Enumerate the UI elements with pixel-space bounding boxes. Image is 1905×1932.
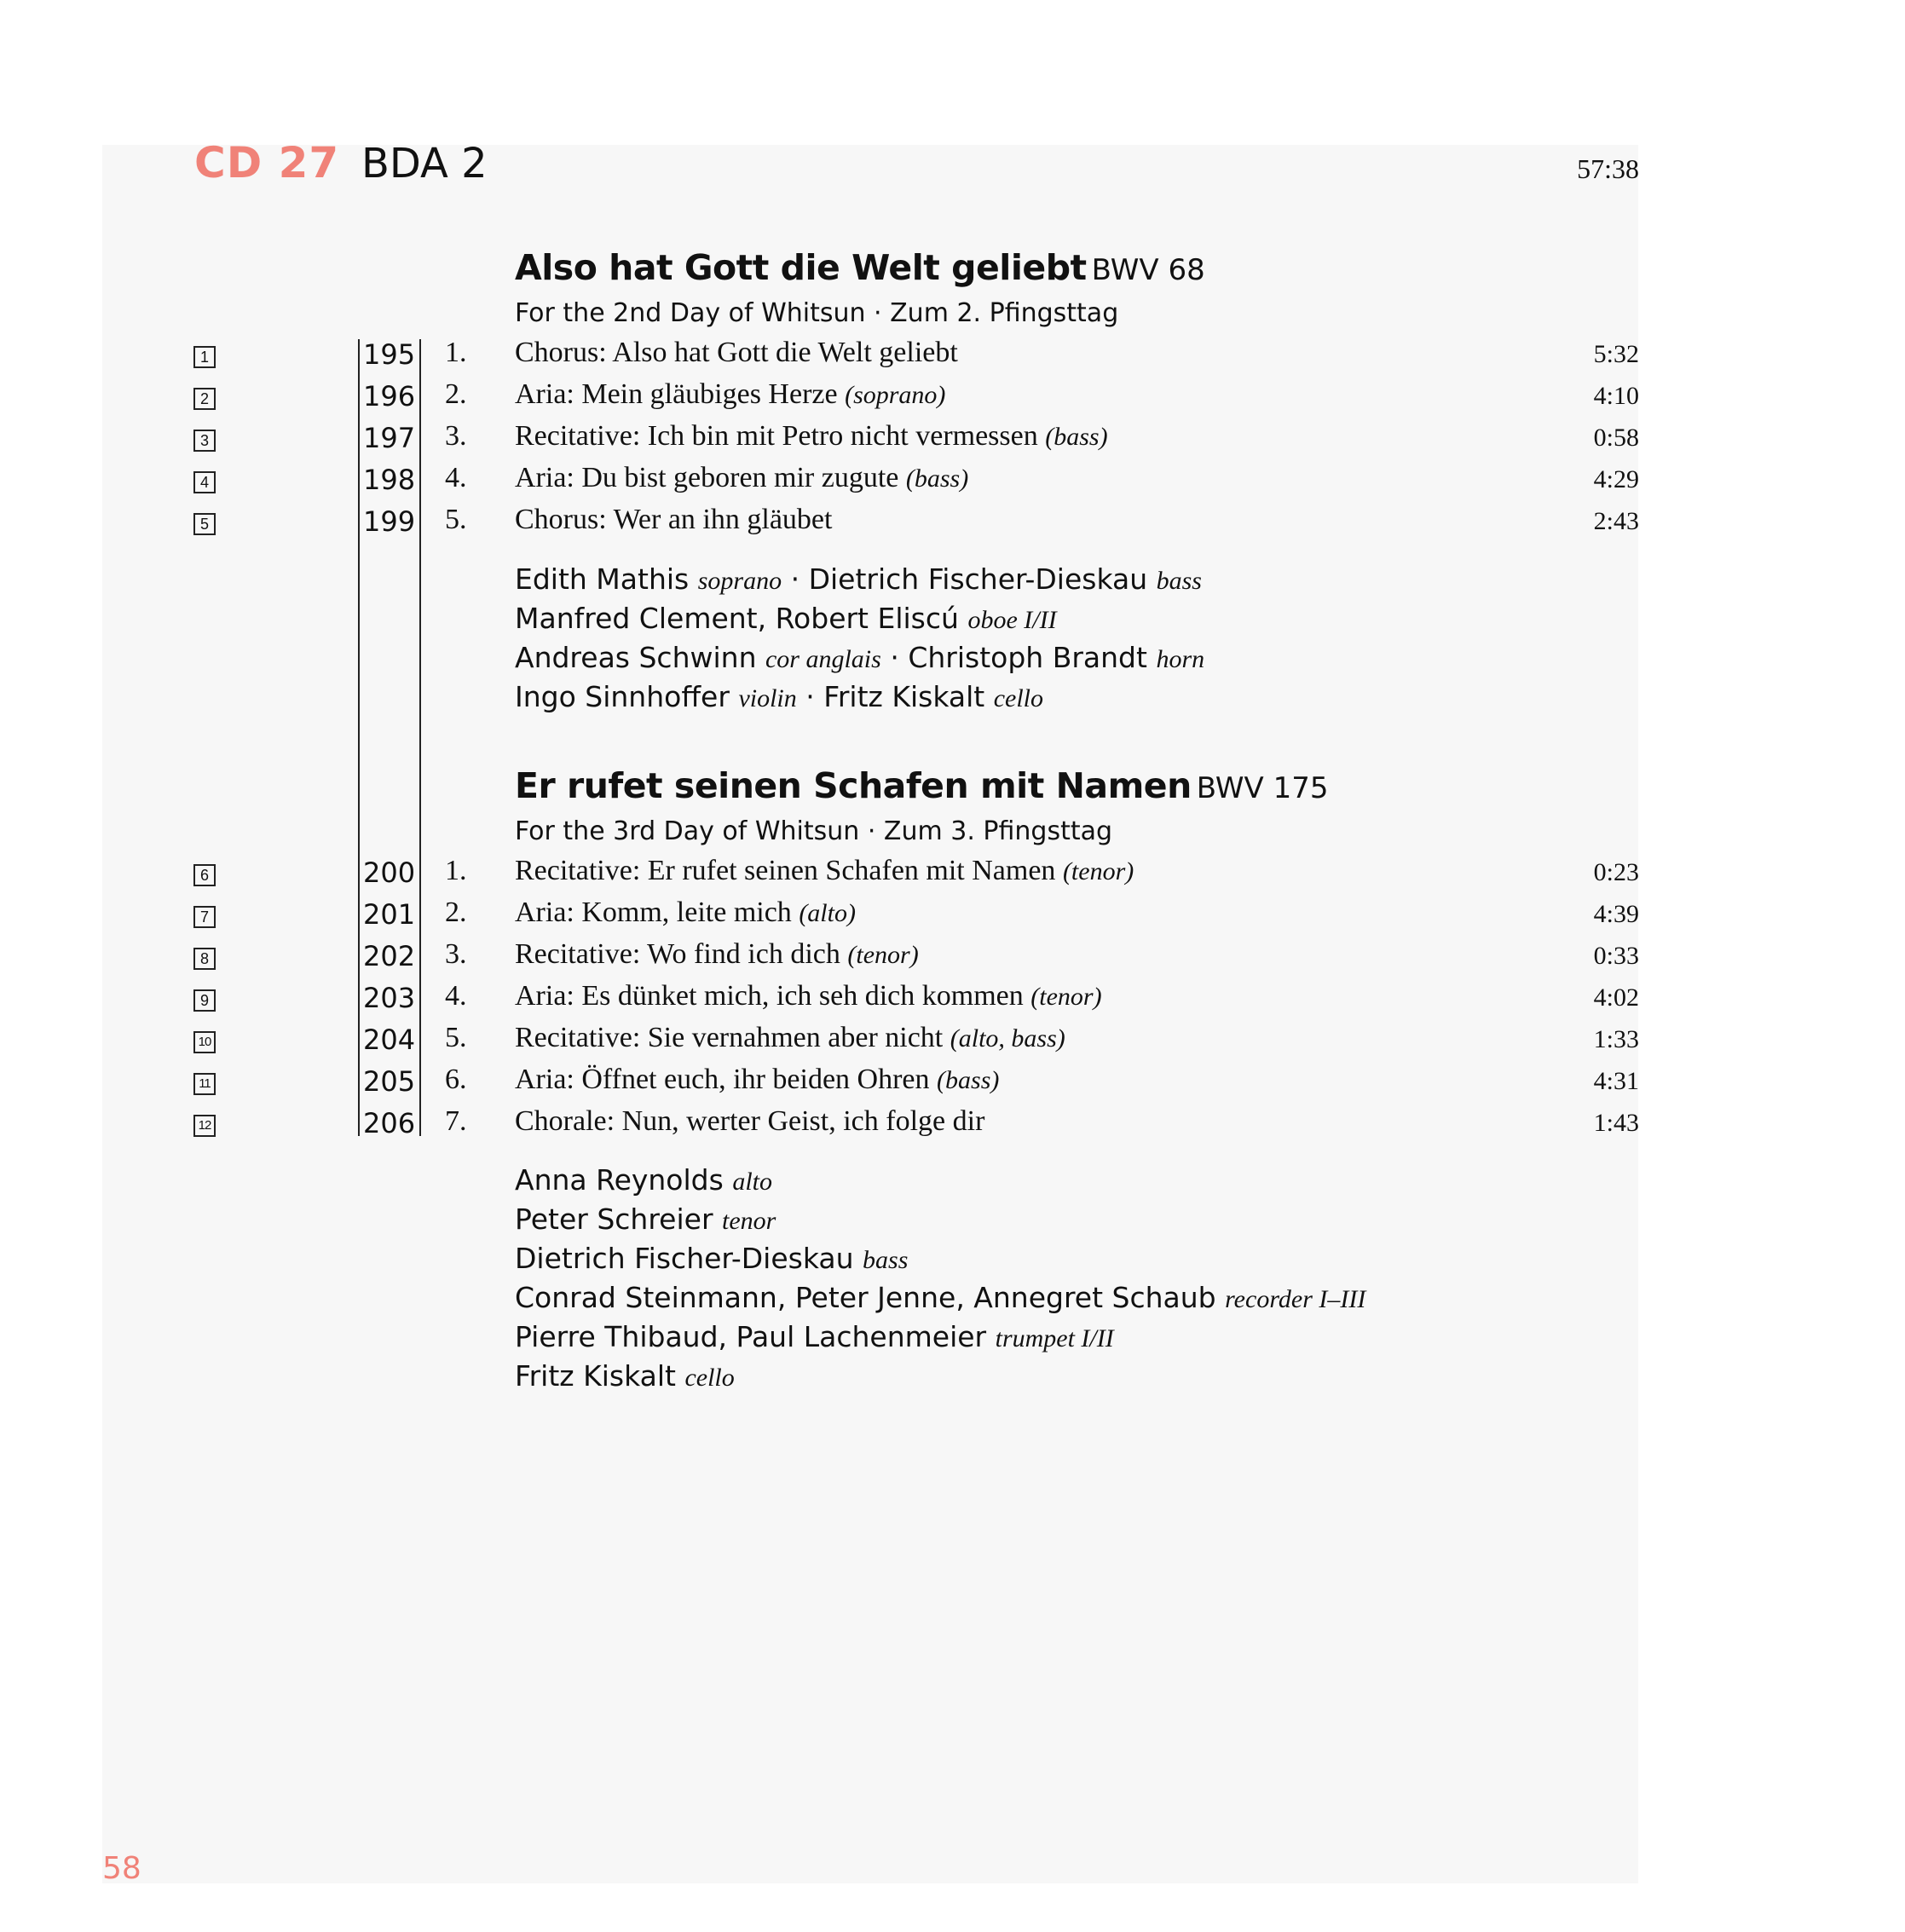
track-number: 201	[363, 898, 416, 931]
performer-line	[515, 1359, 735, 1393]
total-duration: 57:38	[1577, 153, 1639, 184]
movement-title	[515, 378, 945, 411]
movement-title-text: Chorus: Wer an ihn gläubet	[515, 504, 833, 535]
track-index-box: 10	[193, 1031, 216, 1053]
movement-number: 4.	[445, 980, 467, 1012]
track-number: 202	[363, 940, 416, 972]
performer-name: Dietrich Fischer-Dieskau	[808, 562, 1148, 596]
movement-duration: 4:31	[1593, 1067, 1639, 1095]
movement-title	[515, 897, 856, 929]
movement-title-text: Chorus: Also hat Gott die Welt geliebt	[515, 337, 958, 368]
performer-name: Fritz Kiskalt	[515, 1359, 676, 1393]
movement-number: 3.	[445, 938, 467, 970]
performer-role: recorder I–III	[1225, 1285, 1366, 1313]
track-index-box: 11	[193, 1073, 216, 1095]
track-number: 206	[363, 1107, 416, 1139]
performer-role: alto	[732, 1168, 772, 1196]
movement-title-text: Recitative: Sie vernahmen aber nicht	[515, 1022, 944, 1053]
movement-number: 2.	[445, 897, 467, 928]
performer-name: Dietrich Fischer-Dieskau	[515, 1242, 854, 1275]
work-title-text: Er rufet seinen Schafen mit Namen	[515, 765, 1192, 806]
movement-title-text: Recitative: Ich bin mit Petro nicht vermessen	[515, 420, 1038, 452]
movement-title-text: Aria: Du bist geboren mir zugute	[515, 462, 899, 493]
movement-title	[515, 337, 958, 369]
movement-title-text: Aria: Komm, leite mich	[515, 897, 792, 928]
movement-duration: 4:02	[1593, 983, 1639, 1012]
track-number: 198	[363, 464, 416, 496]
movement-duration: 1:33	[1593, 1025, 1639, 1053]
movement-title	[515, 980, 1102, 1012]
bwv-number: BWV 175	[1196, 771, 1329, 805]
movement-number: 3.	[445, 420, 467, 452]
performer-name: Christoph Brandt	[908, 641, 1147, 674]
movement-duration: 0:58	[1593, 424, 1639, 452]
performer-line	[515, 602, 1057, 635]
performer-role: violin	[738, 684, 797, 712]
performer-line	[515, 1202, 776, 1236]
track-number-divider-right	[419, 339, 421, 1136]
performer-name: Peter Schreier	[515, 1202, 713, 1236]
movement-duration: 1:43	[1593, 1109, 1639, 1137]
voice-part: (tenor)	[1030, 983, 1102, 1011]
movement-number: 7.	[445, 1105, 467, 1137]
separator: ·	[790, 562, 800, 596]
track-number: 205	[363, 1065, 416, 1098]
movement-title	[515, 938, 919, 971]
separator: ·	[805, 680, 815, 713]
performer-line	[515, 1242, 908, 1275]
movement-number: 4.	[445, 462, 467, 493]
performer-role: bass	[863, 1246, 909, 1274]
voice-part: (bass)	[937, 1066, 1000, 1094]
track-number: 203	[363, 982, 416, 1014]
work-title	[515, 247, 1205, 288]
movement-title-text: Aria: Öffnet euch, ihr beiden Ohren	[515, 1064, 930, 1095]
movement-title	[515, 855, 1134, 887]
movement-number: 1.	[445, 855, 467, 886]
performer-line	[515, 1320, 1114, 1353]
movement-title-text: Chorale: Nun, werter Geist, ich folge dir	[515, 1105, 985, 1137]
track-index-box: 3	[193, 430, 216, 452]
movement-title	[515, 504, 832, 536]
performer-name: Fritz Kiskalt	[823, 680, 985, 713]
track-index-box: 7	[193, 906, 216, 928]
performer-role: tenor	[722, 1207, 776, 1235]
track-index-box: 4	[193, 471, 216, 493]
voice-part: (tenor)	[1062, 857, 1134, 885]
movement-duration: 4:39	[1593, 900, 1639, 928]
performer-name: Ingo Sinnhoffer	[515, 680, 730, 713]
disc-title: BDA 2	[361, 140, 488, 187]
performer-line	[515, 1163, 772, 1197]
movement-title-text: Aria: Mein gläubiges Herze	[515, 378, 838, 410]
movement-title	[515, 462, 968, 494]
voice-part: (bass)	[905, 464, 969, 493]
track-index-box: 12	[193, 1115, 216, 1137]
track-number: 204	[363, 1024, 416, 1056]
performer-role: cello	[684, 1364, 735, 1392]
work-title	[515, 765, 1329, 806]
track-index-box: 9	[193, 989, 216, 1012]
bwv-number: BWV 68	[1091, 253, 1205, 287]
performer-name: Pierre Thibaud, Paul Lachenmeier	[515, 1320, 987, 1353]
movement-number: 6.	[445, 1064, 467, 1095]
movement-number: 2.	[445, 378, 467, 410]
voice-part: (soprano)	[845, 381, 946, 409]
track-index-box: 5	[193, 513, 216, 535]
movement-title	[515, 1105, 984, 1138]
track-index-box: 2	[193, 388, 216, 410]
performer-line	[515, 562, 1202, 596]
movement-number: 5.	[445, 504, 467, 535]
movement-title-text: Aria: Es dünket mich, ich seh dich kommen	[515, 980, 1024, 1012]
movement-title	[515, 420, 1108, 453]
track-index-box: 6	[193, 864, 216, 886]
track-index-box: 8	[193, 948, 216, 970]
performer-name: Anna Reynolds	[515, 1163, 724, 1197]
movement-title	[515, 1022, 1065, 1054]
performer-role: cello	[993, 684, 1044, 712]
movement-duration: 5:32	[1593, 340, 1639, 368]
movement-title-text: Recitative: Er rufet seinen Schafen mit Namen	[515, 855, 1056, 886]
performer-name: Manfred Clement, Robert Eliscú	[515, 602, 959, 635]
separator: ·	[890, 641, 899, 674]
voice-part: (bass)	[1045, 423, 1108, 451]
performer-role: soprano	[697, 567, 782, 595]
movement-number: 1.	[445, 337, 467, 368]
performer-role: oboe I/II	[967, 606, 1057, 634]
movement-duration: 0:23	[1593, 858, 1639, 886]
performer-line	[515, 1281, 1365, 1314]
performer-line	[515, 680, 1043, 713]
performer-name: Conrad Steinmann, Peter Jenne, Annegret Schaub	[515, 1281, 1216, 1314]
voice-part: (alto)	[799, 899, 856, 927]
movement-duration: 0:33	[1593, 942, 1639, 970]
performer-role: trumpet I/II	[995, 1324, 1114, 1352]
track-number-divider-left	[358, 339, 360, 1136]
performer-name: Edith Mathis	[515, 562, 690, 596]
work-title-text: Also hat Gott die Welt geliebt	[515, 247, 1087, 288]
track-index-box: 1	[193, 346, 216, 368]
track-number: 200	[363, 856, 416, 889]
movement-title	[515, 1064, 999, 1096]
performer-role: bass	[1156, 567, 1202, 595]
performer-role: cor anglais	[765, 645, 881, 673]
voice-part: (alto, bass)	[950, 1024, 1065, 1053]
performer-role: horn	[1156, 645, 1205, 673]
track-number: 195	[363, 338, 416, 371]
work-subtitle: For the 3rd Day of Whitsun · Zum 3. Pfingsttag	[515, 816, 1113, 846]
movement-duration: 2:43	[1593, 507, 1639, 535]
work-subtitle: For the 2nd Day of Whitsun · Zum 2. Pfingsttag	[515, 298, 1119, 328]
performer-line	[515, 641, 1204, 674]
cd-number: CD 27	[194, 138, 340, 187]
voice-part: (tenor)	[847, 941, 919, 969]
movement-duration: 4:29	[1593, 465, 1639, 493]
movement-duration: 4:10	[1593, 382, 1639, 410]
page-number: 58	[102, 1851, 141, 1886]
movement-number: 5.	[445, 1022, 467, 1053]
movement-title-text: Recitative: Wo find ich dich	[515, 938, 840, 970]
performer-name: Andreas Schwinn	[515, 641, 757, 674]
track-number: 199	[363, 505, 416, 538]
track-number: 197	[363, 422, 416, 454]
track-number: 196	[363, 380, 416, 412]
